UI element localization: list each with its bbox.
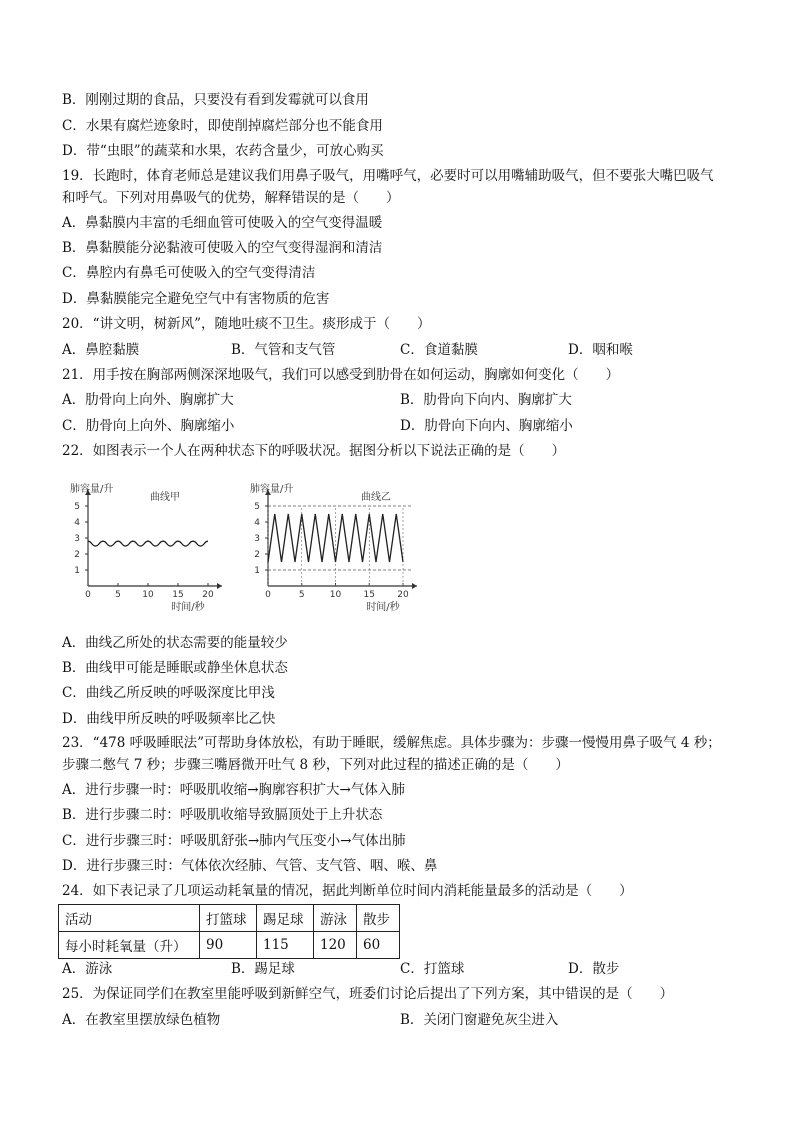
y-tick-label: 2 <box>254 550 260 560</box>
series-line <box>88 541 208 546</box>
q20-option-d: D．咽和喉 <box>568 342 633 358</box>
y-tick-label: 2 <box>74 550 80 560</box>
q23-stem-line1: 23．“478 呼吸睡眠法”可帮助身体放松，有助于睡眠，缓解焦虑。具体步骤为：步骤一慢慢用鼻子吸气 4 秒； <box>62 735 721 751</box>
x-tick-label: 10 <box>142 590 154 600</box>
q23-option-d: D．进行步骤三时：气体依次经肺、气管、支气管、咽、喉、鼻 <box>62 858 438 874</box>
y-tick-label: 4 <box>74 518 80 528</box>
table-header-cell: 游泳 <box>314 905 357 932</box>
q20-option-c: C．食道黏膜 <box>400 342 478 358</box>
table-row <box>59 932 400 959</box>
table-cell: 90 <box>200 932 257 959</box>
x-tick-label: 15 <box>363 590 375 600</box>
q20-option-b: B．气管和支气管 <box>231 342 336 358</box>
table-header-cell: 打篮球 <box>200 905 257 932</box>
y-tick-label: 3 <box>254 534 260 544</box>
q23-option-c: C．进行步骤三时：呼吸肌舒张→肺内气压变小→气体出肺 <box>62 833 406 849</box>
table-header-cell: 踢足球 <box>257 905 314 932</box>
table-header-row <box>59 905 400 932</box>
q22-option-c: C．曲线乙所反映的呼吸深度比甲浅 <box>62 685 275 701</box>
q23-stem-line2: 步骤二憋气 7 秒；步骤三嘴唇微开吐气 8 秒，下列对此过程的描述正确的是（ ） <box>62 757 569 773</box>
q22-stem: 22．如图表示一个人在两种状态下的呼吸状况。据图分析以下说法正确的是（ ） <box>62 443 566 459</box>
x-axis-arrow <box>217 583 222 589</box>
x-tick-label: 20 <box>202 590 214 600</box>
chart-curve-yi <box>236 474 426 620</box>
q23-option-a: A．进行步骤一时：呼吸肌收缩→胸廓容积扩大→气体入肺 <box>62 782 405 798</box>
table-header-cell: 活动 <box>59 905 200 932</box>
x-axis-arrow <box>412 583 417 589</box>
q19-option-a: A．鼻黏膜内丰富的毛细血管可使吸入的空气变得温暖 <box>62 215 383 231</box>
q20-option-a: A．鼻腔黏膜 <box>62 342 140 358</box>
y-tick-label: 1 <box>254 566 260 576</box>
q19-stem-line2: 和呼气。下列对用鼻吸气的优势，解释错误的是（ ） <box>62 190 400 206</box>
q21-option-d: D．肋骨向下向内、胸廓缩小 <box>400 418 573 434</box>
q19-stem-line1: 19．长跑时，体育老师总是建议我们用鼻子吸气，用嘴呼气，必要时可以用嘴辅助吸气，但不要张大嘴巴吸气 <box>62 168 714 184</box>
x-tick-label: 5 <box>298 590 305 600</box>
q19-option-d: D．鼻黏膜能完全避免空气中有害物质的危害 <box>62 291 330 307</box>
q23-option-b: B．进行步骤二时：呼吸肌收缩导致膈顶处于上升状态 <box>62 807 383 823</box>
q25-option-a: A．在教室里摆放绿色植物 <box>62 1012 221 1028</box>
y-tick-label: 4 <box>254 518 260 528</box>
q24-option-c: C．打篮球 <box>400 961 465 977</box>
x-axis-label: 时间/秒 <box>366 602 400 613</box>
x-tick-label: 20 <box>397 590 409 600</box>
y-tick-label: 5 <box>74 502 80 512</box>
x-tick-label: 0 <box>85 590 91 600</box>
x-axis-label: 时间/秒 <box>171 602 205 613</box>
x-tick-label: 10 <box>329 590 342 600</box>
q22-option-d: D．曲线甲所反映的呼吸频率比乙快 <box>62 711 276 727</box>
x-tick-label: 15 <box>172 590 184 600</box>
q25-stem: 25．为保证同学们在教室里能呼吸到新鲜空气，班委们讨论后提出了下列方案，其中错误的是（ ） <box>62 986 674 1002</box>
q24-stem: 24．如下表记录了几项运动耗氧量的情况，据此判断单位时间内消耗能量最多的活动是（ ） <box>62 883 633 899</box>
q18-option-c: C．水果有腐烂迹象时，即使削掉腐烂部分也不能食用 <box>62 118 383 134</box>
q20-stem: 20．“讲文明，树新风”，随地吐痰不卫生。痰形成于（ ） <box>62 316 431 332</box>
x-tick-label: 0 <box>265 590 271 600</box>
x-tick-label: 5 <box>115 590 121 600</box>
q21-option-c: C．肋骨向上向外、胸廓缩小 <box>62 418 235 434</box>
q21-stem: 21．用手按在胸部两侧深深地吸气，我们可以感受到肋骨在如何运动，胸廓如何变化（ ） <box>62 367 620 383</box>
table-cell: 115 <box>257 932 314 959</box>
table-header-cell: 散步 <box>357 905 400 932</box>
q21-option-b: B．肋骨向下向内、胸廓扩大 <box>400 392 572 408</box>
q19-option-b: B．鼻黏膜能分泌黏液可使吸入的空气变得湿润和清洁 <box>62 240 383 256</box>
q24-option-a: A．游泳 <box>62 961 113 977</box>
y-axis-label: 肺容量/升 <box>250 484 294 495</box>
table-cell: 60 <box>357 932 400 959</box>
q25-option-b: B．关闭门窗避免灰尘进入 <box>400 1012 559 1028</box>
q21-option-a: A．肋骨向上向外、胸廓扩大 <box>62 392 234 408</box>
chart-title: 曲线甲 <box>150 492 180 503</box>
y-tick-label: 1 <box>74 566 80 576</box>
q22-option-b: B．曲线甲可能是睡眠或静坐休息状态 <box>62 660 288 676</box>
y-tick-label: 5 <box>254 502 260 512</box>
table-cell: 120 <box>314 932 357 959</box>
chart-curve-jia <box>60 474 230 620</box>
y-axis-label: 肺容量/升 <box>70 484 114 495</box>
oxygen-consumption-table <box>58 904 400 959</box>
q22-option-a: A．曲线乙所处的状态需要的能量较少 <box>62 635 288 651</box>
q24-option-b: B．踢足球 <box>231 961 295 977</box>
q18-option-d: D．带“虫眼”的蔬菜和水果，农药含量少，可放心购买 <box>62 143 384 159</box>
q24-option-d: D．散步 <box>568 961 620 977</box>
chart-title: 曲线乙 <box>361 492 391 503</box>
q19-option-c: C．鼻腔内有鼻毛可使吸入的空气变得清洁 <box>62 265 316 281</box>
table-cell: 每小时耗氧量（升） <box>59 932 200 959</box>
y-tick-label: 3 <box>74 534 80 544</box>
q18-option-b: B．刚刚过期的食品，只要没有看到发霉就可以食用 <box>62 92 369 108</box>
